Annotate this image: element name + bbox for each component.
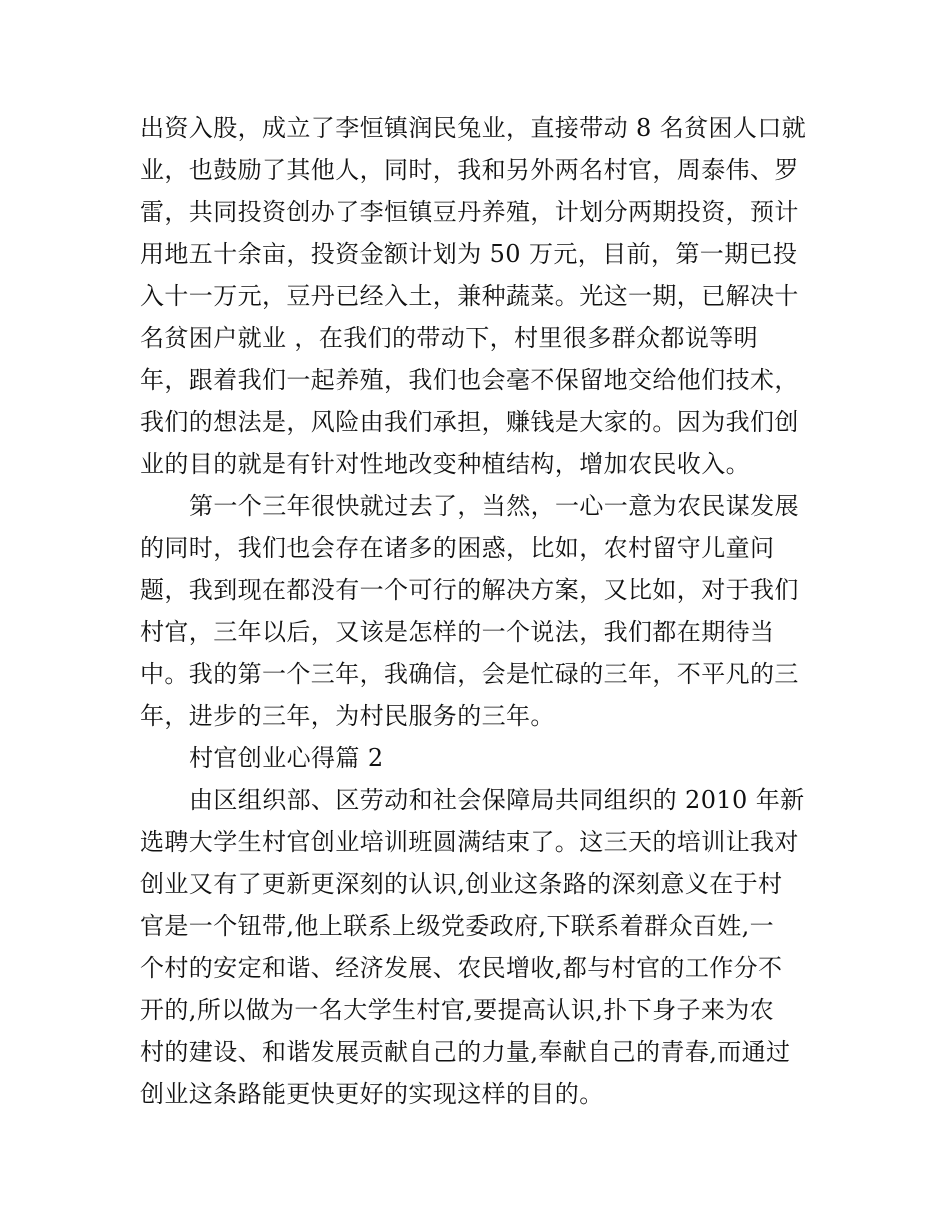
text-line: 的同时，我们也会存在诸多的困惑，比如，农村留守儿童问 xyxy=(140,534,775,562)
text-line: 个村的安定和谐、经济发展、农民增收,都与村官的工作分不 xyxy=(140,954,783,982)
text-line: 用地五十余亩，投资金额计划为 50 万元，目前，第一期已投 xyxy=(140,240,798,268)
section-heading: 村官创业心得篇 2 xyxy=(189,744,384,772)
text-line: 创业这条路能更快更好的实现这样的目的。 xyxy=(140,1080,604,1108)
text-line: 年，进步的三年，为村民服务的三年。 xyxy=(140,702,555,730)
text-line: 入十一万元，豆丹已经入土，兼种蔬菜。光这一期，已解决十 xyxy=(140,282,799,310)
text-line: 创业又有了更新更深刻的认识,创业这条路的深刻意义在于村 xyxy=(140,870,783,898)
text-line: 雷，共同投资创办了李恒镇豆丹养殖，计划分两期投资，预计 xyxy=(140,198,799,226)
text-line: 我们的想法是，风险由我们承担，赚钱是大家的。因为我们创 xyxy=(140,408,799,436)
text-line: 业的目的就是有针对性地改变种植结构，增加农民收入。 xyxy=(140,450,750,478)
text-line: 村官，三年以后，又该是怎样的一个说法，我们都在期待当 xyxy=(140,618,775,646)
text-line: 官是一个钮带,他上联系上级党委政府,下联系着群众百姓,一 xyxy=(140,912,775,940)
text-line: 中。我的第一个三年，我确信，会是忙碌的三年，不平凡的三 xyxy=(140,660,799,688)
text-line: 出资入股，成立了李恒镇润民兔业，直接带动 8 名贫困人口就 xyxy=(140,114,807,142)
text-line: 业，也鼓励了其他人，同时，我和另外两名村官，周泰伟、罗 xyxy=(140,156,799,184)
text-line: 选聘大学生村官创业培训班圆满结束了。这三天的培训让我对 xyxy=(140,828,799,856)
text-line: 年，跟着我们一起养殖，我们也会毫不保留地交给他们技术， xyxy=(140,366,799,394)
text-line: 开的,所以做为一名大学生村官,要提高认识,扑下身子来为农 xyxy=(140,996,775,1024)
paragraph-first-line: 第一个三年很快就过去了，当然，一心一意为农民谋发展 xyxy=(189,492,799,520)
paragraph-first-line: 由区组织部、区劳动和社会保障局共同组织的 2010 年新 xyxy=(189,786,805,814)
text-line: 村的建设、和谐发展贡献自己的力量,奉献自己的青春,而通过 xyxy=(140,1038,791,1066)
text-line: 题，我到现在都没有一个可行的解决方案，又比如，对于我们 xyxy=(140,576,799,604)
text-line: 名贫困户就业 ，在我们的带动下，村里很多群众都说等明 xyxy=(140,324,759,352)
